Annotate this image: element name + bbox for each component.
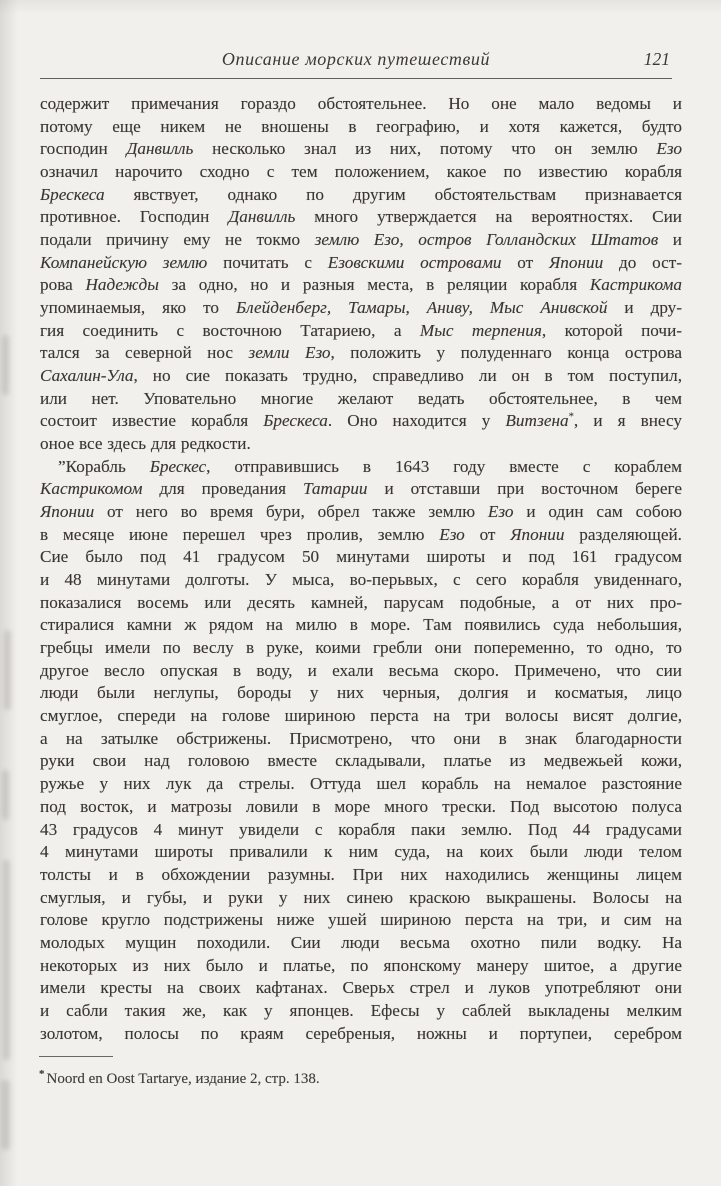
text-run: под восток, и матрозы ловили в море много трески. Под высотою полуса xyxy=(40,796,682,816)
scan-edge-shadow xyxy=(0,0,18,1186)
text-line xyxy=(40,1000,682,1023)
text-line xyxy=(40,841,682,864)
text-line xyxy=(40,297,682,320)
text-run: Кастрикома xyxy=(589,275,682,295)
text-run: упоминаемыя, яко то xyxy=(40,298,236,318)
text-line xyxy=(40,1023,682,1046)
text-line xyxy=(40,456,682,479)
text-run: а на затылке обстрижены. Присмотрено, что они в знак благодарности xyxy=(40,728,682,748)
text-line xyxy=(40,433,682,456)
text-run: подали причину ему не токмо xyxy=(40,230,315,250)
running-title: Описание морских путешествий xyxy=(221,49,491,69)
text-run: руки свои над головою вместе складывали, платье из медвежьей кожи, xyxy=(40,751,682,771)
text-run: Данвилль xyxy=(126,139,194,159)
text-run: и отставши при восточном береге xyxy=(367,479,682,499)
text-run: Японии xyxy=(40,502,95,522)
scan-smudge xyxy=(1,1080,10,1150)
footnote-marker: * xyxy=(39,1068,45,1080)
text-run: означил нарочито сходно с тем положением, какое по известию корабля xyxy=(40,162,682,182)
text-line xyxy=(40,592,682,615)
text-line xyxy=(40,478,682,501)
text-run: Сие было под 41 градусом 50 минутами широты и под 161 градусом xyxy=(40,547,682,567)
scan-smudge xyxy=(2,335,9,395)
text-run: молодых мущин походили. Сии люди весьма охотно пили водку. На xyxy=(40,932,682,952)
text-run: Езо xyxy=(439,524,465,544)
text-run: , которой почи- xyxy=(541,320,682,340)
text-run: ружье у них лук да стрелы. Оттуда шел корабль на немалое разстояние xyxy=(40,774,682,794)
footnote-text: Noord en Oost Tartarye, издание 2, стр. 138. xyxy=(46,1071,320,1087)
text-run: оное все здесь для редкости. xyxy=(40,434,251,454)
page-number: 121 xyxy=(643,49,670,69)
text-line xyxy=(40,184,682,207)
text-line xyxy=(40,864,682,887)
text-run: состоит известие корабля xyxy=(40,411,264,431)
text-line xyxy=(40,955,682,978)
text-run: стиралися камни ж рядом на милю в море. Там появились суда небольшия, xyxy=(40,615,682,635)
text-run: землю Езо, остров Голландских Штатов xyxy=(314,230,659,250)
text-line xyxy=(40,138,682,161)
text-line xyxy=(40,773,682,796)
scan-top-shadow xyxy=(0,0,721,14)
text-run: люди были неглупы, бороды у них черныя, долгия и косматыя, лицо xyxy=(40,683,682,703)
text-run: до ост- xyxy=(603,252,682,272)
text-line xyxy=(40,342,682,365)
text-run: для проведания xyxy=(142,479,303,499)
text-line xyxy=(40,388,682,411)
text-line xyxy=(40,682,682,705)
body-text xyxy=(40,93,682,1045)
text-run: смуглыя, и губы, и руки у них синею краскою выкрашены. Волосы на xyxy=(40,887,682,907)
text-run: 43 градусов 4 минут увидели с корабля паки землю. Под 44 градусами xyxy=(40,819,682,839)
text-run: почитать с xyxy=(207,252,328,272)
text-run: смуглое, спереди на голове шириною перста на три волосы висят долгие, xyxy=(40,706,682,726)
text-run: Кастрикомом xyxy=(40,479,143,499)
text-line xyxy=(40,750,682,773)
text-run: Брескеса xyxy=(40,184,105,204)
text-line xyxy=(40,365,682,388)
text-run: Витзена xyxy=(505,411,569,431)
text-run: и один сам собою xyxy=(513,502,682,522)
text-run: или нет. Уповательно многие желают ведать обстоятельнее, в чем xyxy=(40,388,682,408)
text-line xyxy=(40,932,682,955)
text-run: тался за северной нос xyxy=(40,343,249,363)
text-run: противное. Господин xyxy=(40,207,229,227)
text-run: Мыс терпения xyxy=(419,320,542,340)
text-run: и xyxy=(658,230,682,250)
text-line xyxy=(40,887,682,910)
text-run: Японии xyxy=(510,524,565,544)
text-line xyxy=(40,660,682,683)
text-run: и дру- xyxy=(607,298,682,318)
text-line xyxy=(40,410,682,433)
text-run: Татарии xyxy=(303,479,368,499)
text-run: от него во время бури, обрел также землю xyxy=(94,502,488,522)
header-rule xyxy=(40,78,672,79)
text-line xyxy=(40,614,682,637)
text-line xyxy=(40,524,682,547)
text-run: содержит примечания гораздо обстоятельнее. Но оне мало ведомы и xyxy=(40,94,682,113)
text-run: рова xyxy=(40,275,86,295)
text-run: много утверждается на вероятностях. Сии xyxy=(295,207,682,227)
text-run: земли Езо xyxy=(248,343,331,363)
text-line xyxy=(40,546,682,569)
text-run: , но сие показать трудно, справедливо ли он в том поступил, xyxy=(133,366,682,386)
text-run: потому еще никем не вношены в географию, и хотя кажется, будто xyxy=(40,116,682,136)
text-run: Брескес xyxy=(149,456,207,476)
text-line xyxy=(40,819,682,842)
scan-smudge xyxy=(3,860,10,1060)
text-line xyxy=(40,569,682,592)
text-run: и 48 минутами долготы. У мыса, во-перьвых, с сего корабля увиденнаго, xyxy=(40,570,682,590)
text-line xyxy=(40,977,682,1000)
text-run: Компанейскую землю xyxy=(40,252,208,272)
scan-smudge xyxy=(4,630,11,710)
text-line xyxy=(40,252,682,275)
text-line xyxy=(40,206,682,229)
text-run: разделяющей. xyxy=(564,524,682,544)
text-run: Езо xyxy=(487,502,514,522)
text-run: и сабли такия же, как у японцев. Ефесы у саблей выкладены мелким xyxy=(40,1000,682,1020)
text-run: Блейденберг, Тамары, Аниву, Мыс Анивской xyxy=(235,298,608,318)
text-run: гребцы имели по веслу в руке, коими гребли они попеременно, то одно, то xyxy=(40,638,682,658)
text-line xyxy=(40,637,682,660)
text-run: другое весло опуская в воду, и ехали весьма скоро. Примечено, что сии xyxy=(40,660,682,680)
text-run: имели кресты на своих кафтанах. Сверьх стрел и луков употребляют они xyxy=(40,978,682,998)
text-run: от xyxy=(464,524,511,544)
text-line xyxy=(40,229,682,252)
text-run: Данвилль xyxy=(228,207,296,227)
text-run: показалися восемь или десять камней, парусам подобные, а от них про- xyxy=(40,592,682,612)
text-line xyxy=(40,93,682,116)
text-line xyxy=(40,161,682,184)
text-run: явствует, однако по другим обстоятельствам признавается xyxy=(104,184,682,204)
text-run: за одно, но и разныя места, в реляции корабля xyxy=(158,275,590,295)
text-run: Брескеса xyxy=(263,411,328,431)
text-run: Езовскими островами xyxy=(327,252,502,272)
scan-smudge xyxy=(2,770,9,820)
text-run: Сахалин-Ула xyxy=(40,366,134,386)
text-line xyxy=(40,116,682,139)
text-line xyxy=(40,705,682,728)
text-run: , отправившись в 1643 году вместе с кораблем xyxy=(206,456,682,476)
text-line xyxy=(40,320,682,343)
footnote xyxy=(39,1068,639,1088)
text-run: * xyxy=(568,411,574,423)
footnote-rule xyxy=(39,1056,113,1057)
text-run: в месяце июне перешел чрез пролив, землю xyxy=(40,524,440,544)
text-run: 4 минутами широты привалили к ним суда, на коих были люди телом xyxy=(40,842,682,862)
text-run: золотом, полосы по краям серебреныя, ножны и портупеи, серебром xyxy=(40,1023,682,1043)
text-run: гия соединить с восточною Татариею, а xyxy=(40,320,420,340)
text-line xyxy=(40,274,682,297)
text-line xyxy=(40,501,682,524)
text-run: Надежды xyxy=(85,275,159,295)
text-run: , положить у полуденнаго конца острова xyxy=(330,343,682,363)
text-run: . Оно находится у xyxy=(327,411,506,431)
text-run: Езо xyxy=(656,139,682,159)
text-run: ”Корабль xyxy=(58,456,150,476)
text-run: некоторых из них было и платье, по японскому манеру шитое, а другие xyxy=(40,955,682,975)
text-run: от xyxy=(501,252,549,272)
text-line xyxy=(40,796,682,819)
text-run: Японии xyxy=(548,252,604,272)
text-run: , и я внесу xyxy=(573,411,682,431)
text-run: голове кругло подстрижены ниже ушей шириною перста на три, и сим на xyxy=(40,910,682,930)
text-run: толсты и в обхождении разумны. При них находились женщины лицем xyxy=(40,864,682,884)
text-run: несколько знал из них, потому что он землю xyxy=(193,139,657,159)
text-line xyxy=(40,909,682,932)
text-run: господин xyxy=(40,139,127,159)
text-line xyxy=(40,728,682,751)
